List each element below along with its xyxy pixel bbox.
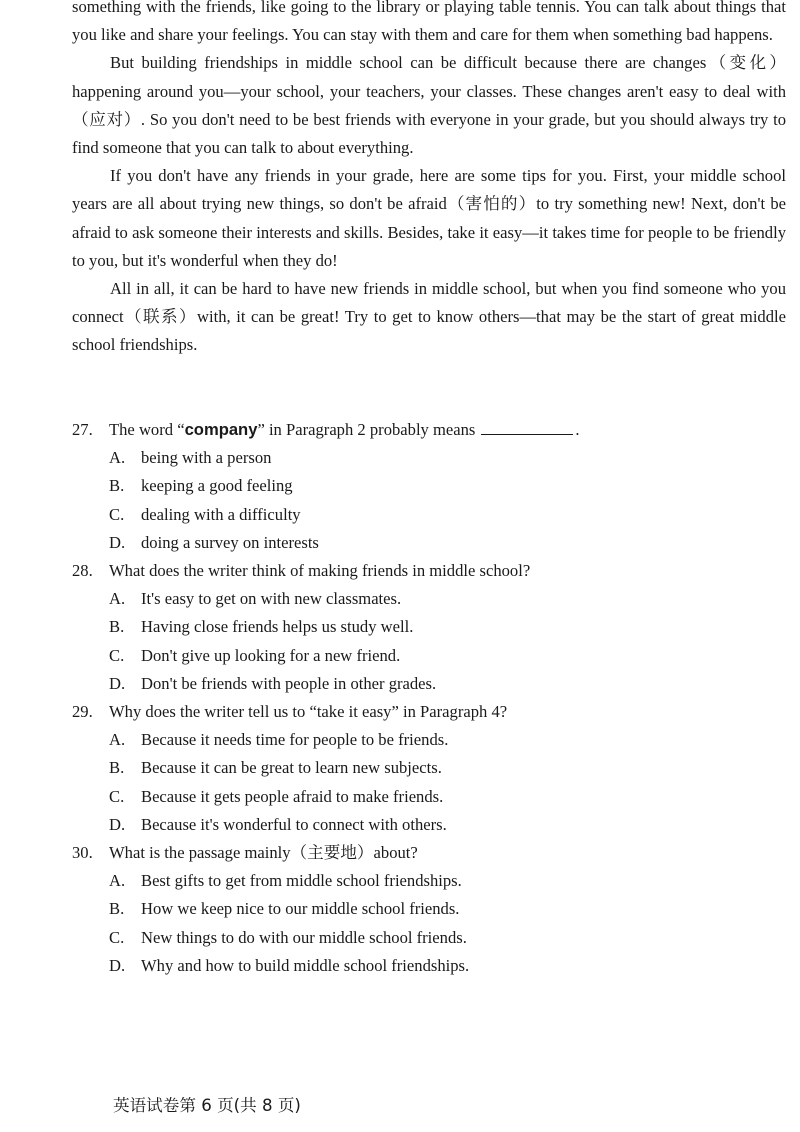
option-text: Having close friends helps us study well. — [141, 617, 414, 637]
option-c — [72, 642, 786, 670]
option-d — [72, 529, 786, 557]
question-number: 28. — [72, 561, 93, 581]
question-27 — [72, 416, 786, 557]
question-number: 27. — [72, 420, 93, 439]
option-letter: D. — [109, 814, 126, 834]
option-list — [72, 585, 786, 698]
option-d — [72, 670, 786, 698]
question-stem-text: The word “ — [109, 420, 185, 439]
option-letter: B. — [109, 476, 125, 496]
option-text: New things to do with our middle school friends. — [141, 927, 467, 947]
question-stem-text: Why does the writer tell us to “take it easy” in Paragraph 4? — [109, 702, 508, 722]
page-footer: 英语试卷第 6 页(共 8 页) — [113, 1096, 301, 1115]
option-letter: B. — [109, 758, 125, 778]
option-list — [72, 444, 786, 557]
option-text: It's easy to get on with new classmates. — [141, 589, 402, 609]
option-a — [72, 867, 786, 895]
option-letter: C. — [109, 645, 125, 665]
option-c — [72, 924, 786, 952]
option-letter: D. — [109, 955, 126, 975]
option-a — [72, 585, 786, 613]
option-list — [72, 867, 786, 980]
option-text: Because it's wonderful to connect with others. — [141, 814, 447, 834]
option-c — [72, 783, 786, 811]
question-stem — [72, 839, 786, 867]
option-letter: A. — [109, 871, 126, 891]
option-b — [72, 895, 786, 923]
question-number: 29. — [72, 702, 93, 722]
question-29 — [72, 698, 786, 839]
question-stem-text: What does the writer think of making friends in middle school? — [109, 561, 531, 581]
option-letter: B. — [109, 899, 125, 919]
option-letter: B. — [109, 617, 125, 637]
option-d — [72, 811, 786, 839]
question-stem — [72, 416, 786, 444]
question-stem — [72, 698, 786, 726]
option-text: Why and how to build middle school friendships. — [141, 955, 470, 975]
option-text: Because it gets people afraid to make friends. — [141, 786, 444, 806]
option-letter: C. — [109, 504, 125, 524]
passage-paragraph: If you don't have any friends in your grade, here are some tips for you. First, your middle school years are all about trying new things, so don't be afraid（害怕的）to try something new! Next, don't be afraid to ask someone their interests and skills. Besides, take it easy—it takes time for people to be friendly to you, but it's wonderful when they do! — [72, 166, 786, 270]
question-list — [72, 416, 786, 980]
question-keyword: company — [184, 420, 258, 439]
option-text: Don't give up looking for a new friend. — [141, 645, 401, 665]
option-a — [72, 444, 786, 472]
question-stem — [72, 557, 786, 585]
option-text: Don't be friends with people in other grades. — [141, 673, 437, 693]
passage-paragraph: something with the friends, like going to the library or playing table tennis. You can talk about things that you like and share your feelings. You can stay with them and care for them when something bad happens. — [72, 0, 786, 45]
question-30 — [72, 839, 786, 980]
question-stem-end: . — [575, 420, 580, 439]
option-text: being with a person — [141, 448, 272, 468]
option-d — [72, 952, 786, 980]
option-list — [72, 726, 786, 839]
question-28 — [72, 557, 786, 698]
question-stem-text: ” in Paragraph 2 probably means — [257, 420, 476, 439]
option-text: Because it can be great to learn new subjects. — [141, 758, 442, 778]
option-text: How we keep nice to our middle school friends. — [141, 899, 460, 919]
option-c — [72, 501, 786, 529]
option-letter: D. — [109, 673, 126, 693]
option-a — [72, 726, 786, 754]
question-number: 30. — [72, 843, 93, 863]
passage-paragraph: All in all, it can be hard to have new friends in middle school, but when you find someone who you connect（联系）with, it can be great! Try to get to know others—that may be the start of great middle school friendships. — [72, 279, 786, 355]
option-text: keeping a good feeling — [141, 476, 293, 496]
option-letter: A. — [109, 589, 126, 609]
option-letter: C. — [109, 786, 125, 806]
option-letter: A. — [109, 448, 126, 468]
answer-blank — [481, 416, 573, 435]
option-letter: D. — [109, 532, 126, 552]
option-letter: A. — [109, 730, 126, 750]
option-b — [72, 754, 786, 782]
reading-passage — [72, 0, 786, 360]
option-b — [72, 472, 786, 500]
option-text: doing a survey on interests — [141, 532, 319, 552]
option-text: dealing with a difficulty — [141, 504, 301, 524]
question-stem-text: What is the passage mainly（主要地）about? — [109, 843, 418, 863]
passage-paragraph: But building friendships in middle school can be difficult because there are changes（变化）happening around you—your school, your teachers, your classes. These changes aren't easy to deal with（应对）. So you don't need to be best friends with everyone in your grade, but you should always try to find someone that you can talk to about everything. — [72, 53, 786, 158]
option-text: Best gifts to get from middle school friendships. — [141, 871, 462, 891]
option-b — [72, 613, 786, 641]
option-letter: C. — [109, 927, 125, 947]
option-text: Because it needs time for people to be friends. — [141, 730, 449, 750]
